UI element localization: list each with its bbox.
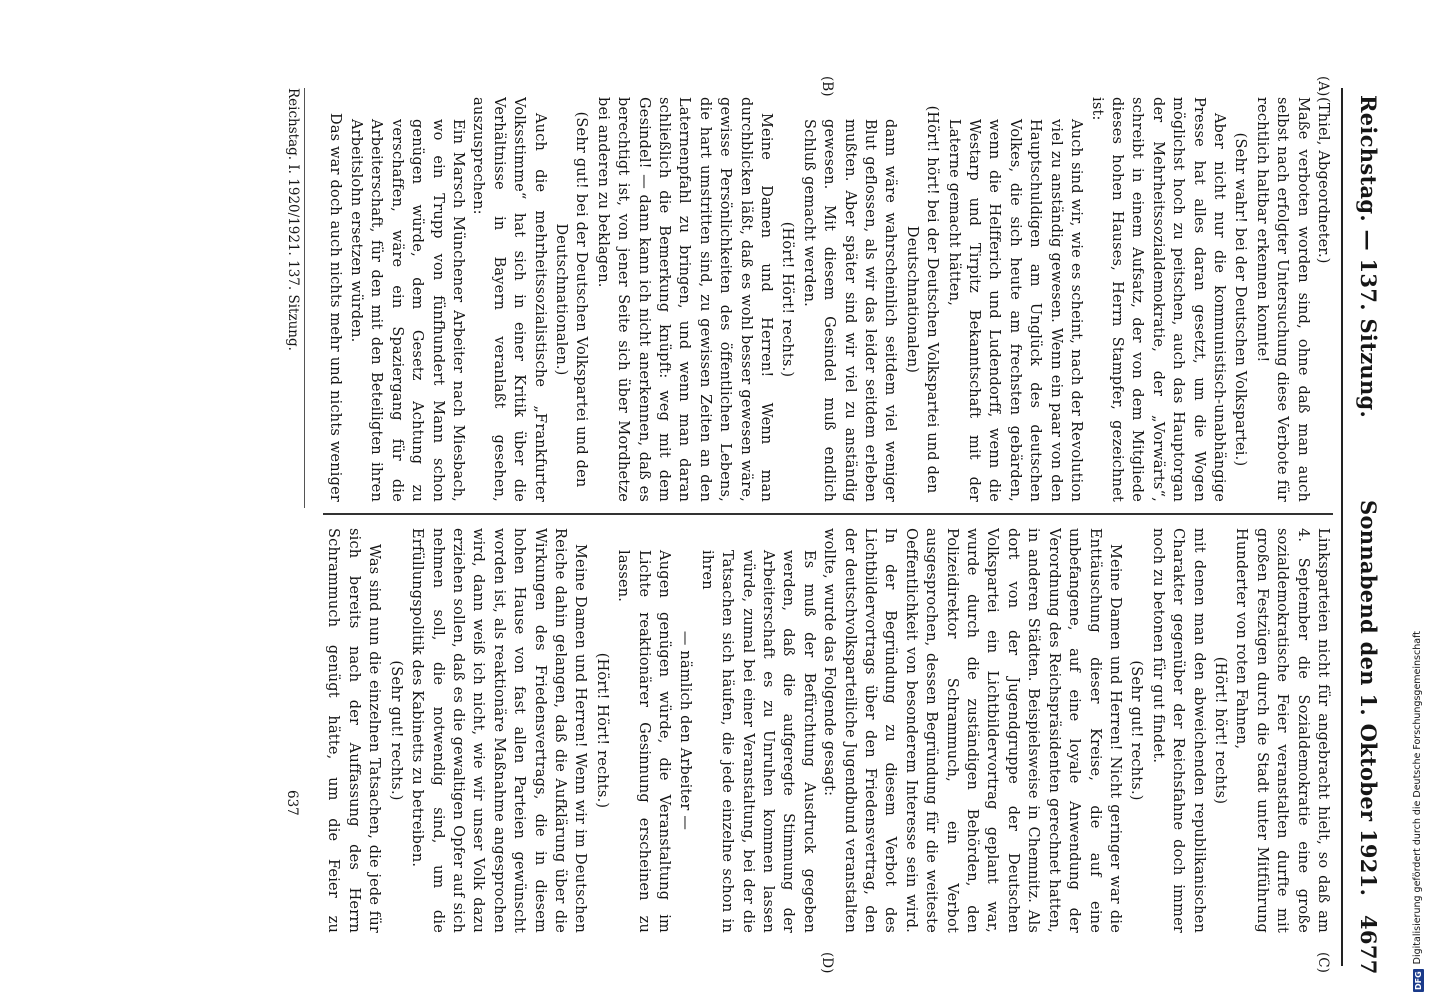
paragraph: Augen genügen würde, die Veranstaltung im Lichte reaktionärer Gesinnung erscheinen zu lassen. [615,550,672,933]
column-divider [323,513,1333,515]
dfg-logo-icon: DFG [1413,971,1423,990]
paragraph: Es muß der Befürchtung Ausdruck gegeben werden, daß die aufgeregte Stimmung der Arbeiterschaft es zu Unruhen kommen lassen würde, zumal bei einer Veranstaltung, bei der die Tatsachen sich häufen, die jede einzelne schon in ihren [698,550,817,933]
margin-marker-c: (C) [1315,952,1331,973]
paragraph: Was sind nun die einzelnen Tatsachen, die jede für sich bereits nach der Auffassung des Herrn Schrammuch genügt hätte, um die Feier zu [325,528,383,933]
text-column-right [323,528,1333,933]
interjection: (Sehr wahr! bei der Deutschen Volkspartei.) [1232,132,1249,467]
page-bottom-number: 637 [284,790,300,816]
paragraph: Auch sind wir, wie es scheint, nach der Revolution viel zu anständig gewesen. Wenn ein paar von den Hauptschuldigen am Unglück des deutschen Volkes, die sich heute am frechsten gebärden, wenn die Helfferich und Ludendorff, wenn die Westarp und Tirpitz Bekanntschaft mit der Laterne gemacht hätten, [945,119,1085,502]
interjection: (Sehr gut! rechts.) [387,660,404,801]
paragraph: Meine Damen und Herren! Wenn man durchblicken läßt, daß es wohl besser gewesen wäre, gewisse Persönlichkeiten des öffentlichen Lebens, die hart umstritten sind, zu gewissen Zeiten an den Laternenpfahl zu bringen, und wenn man daran schließlich die Bemerkung knüpft: weg mit dem Gesindel! — dann kann ich nicht anerkennen, daß es berechtigt ist, von jener Seite sich über Mordhetze bei anderen zu beklagen. [594,97,775,502]
interjection: (Hört! Hört! rechts.) [593,652,610,809]
margin-marker-a: (A) [1315,76,1331,97]
paragraph: (Thiel, Abgeordneter.) [1315,97,1331,264]
paragraph: Meine Damen und Herren! Wenn wir im Deutschen Reiche dahin gelangen, daß die Aufklärung über die Wirkungen des Friedensvertrags, die in diesem hohen Hause von fast allen Parteien gewünscht worden ist, als reaktionäre Maßnahme angesprochen wird, dann weiß ich nicht, wie wir unser Volk dazu erziehen sollen, daß es die gewaltigen Opfer auf sich nehmen soll, die notwendig sind, um die Erfüllungspolitik des Kabinetts zu betreiben. [409,528,589,933]
paragraph: mit denen man den abweichenden republikanischen Charakter gegenüber der Reichsfahne doch immer noch zu betonen für gut findet. [1149,528,1207,933]
paragraph: Auch die mehrheitssozialistische „Frankfurter Volksstimme“ hat sich in einer Kritik über die Verhältnisse in Bayern veranlaßt gesehen, auszusprechen: [470,97,548,502]
interjection: (Sehr gut! bei der Deutschen Volkspartei und den Deutschnationalen.) [552,111,590,488]
page-footer: Reichstag. I. 1920/1921. 137. Sitzung. [285,88,305,508]
paragraph: Ein Marsch Münchener Arbeiter nach Miesbach, wo ein Trupp von fünfhundert Mann schon genügen würde, dem Gesetz Achtung zu verschaffen, wäre ein Spaziergang für die Arbeiterschaft, für den mit den Beteiligten ihren Arbeitslohn ersetzen würden. [347,119,466,502]
digitization-credit [1407,8,1429,992]
running-header-left: Reichstag. — 137. Sitzung. [1356,95,1381,419]
text-column-left [323,97,1333,502]
margin-marker-b: (B) [819,76,835,97]
paragraph: Meine Damen und Herren! Nicht geringer war die Enttäuschung dieser Kreise, die auf eine unbefangene, auf eine loyale Anwendung der Verordnung des Reichspräsidenten gerechnet hatten, in anderen Städten. Beispielsweise in Chemnitz. Als dort von der Jugendgruppe der Deutschen Volkspartei ein Lichtbildervortrag geplant war, wurde durch die zuständigen Behörden, den Polizeidirektor Schrammuch, ein Verbot ausgesprochen, dessen Begründung für die weiteste Oeffentlichkeit von besonderem Interesse sein wird. In der Begründung zu diesem Verbot des Lichtbildervortrags über den Friedensvertrag, den der deutschvolksparteiliche Jugendbund veranstalten wollte, wurde das Folgende gesagt: [821,528,1123,933]
page-number-header: 4677 [1356,915,1381,975]
digitization-note: Digitalisierung gefördert durch die Deutsche Forschungsgemeinschaft [1412,631,1423,965]
paragraph: Aber nicht nur die kommunistisch-unabhängige Presse hat alles daran gesetzt, um die Wogen möglichst hoch zu peitschen, auch das Hauptorgan der Mehrheitssozialdemokratie, der „Vorwärts“, schreibt in einem Aufsatz, der von dem Mitgliede dieses hohen Hauses, Herrn Stampfer, gezeichnet ist: [1088,97,1227,502]
interjection: (Hört! Hört! rechts.) [779,221,796,378]
paragraph: Das war doch auch nichts mehr und nichts weniger [327,113,344,502]
running-header-right: Sonnabend den 1. Oktober 1921. [1356,500,1381,897]
header-rule [1341,88,1343,966]
interjection: (Sehr gut! rechts.) [1128,660,1145,801]
paragraph: dann wäre wahrscheinlich seitdem viel weniger Blut geflossen, als wir das leider seitdem erleben mußten. Aber später sind wir viel zu anständig gewesen. Mit diesem Gesindel muß endlich Schluß gemacht werden. [800,119,899,502]
margin-marker-d: (D) [819,952,835,974]
paragraph: Linksparteien nicht für angebracht hielt, so daß am 4. September die Sozialdemokratie eine große sozialdemokratische Feier veranstalten durfte mit großen Festzügen durch die Stadt unter Mitführung Hunderter von roten Fahnen, [1233,528,1331,933]
interjection: (Hört! hört! bei der Deutschen Volkspartei und den Deutschnationalen) [903,105,941,494]
interjection: (Hört! hört! rechts) [1211,656,1228,805]
interjection: — nämlich den Arbeiter — [677,630,694,831]
paragraph: Maße verboten worden sind, ohne daß man auch selbst nach erfolgter Untersuchung diese Verbote für rechtlich haltbar erkennen konnte! [1253,97,1311,502]
